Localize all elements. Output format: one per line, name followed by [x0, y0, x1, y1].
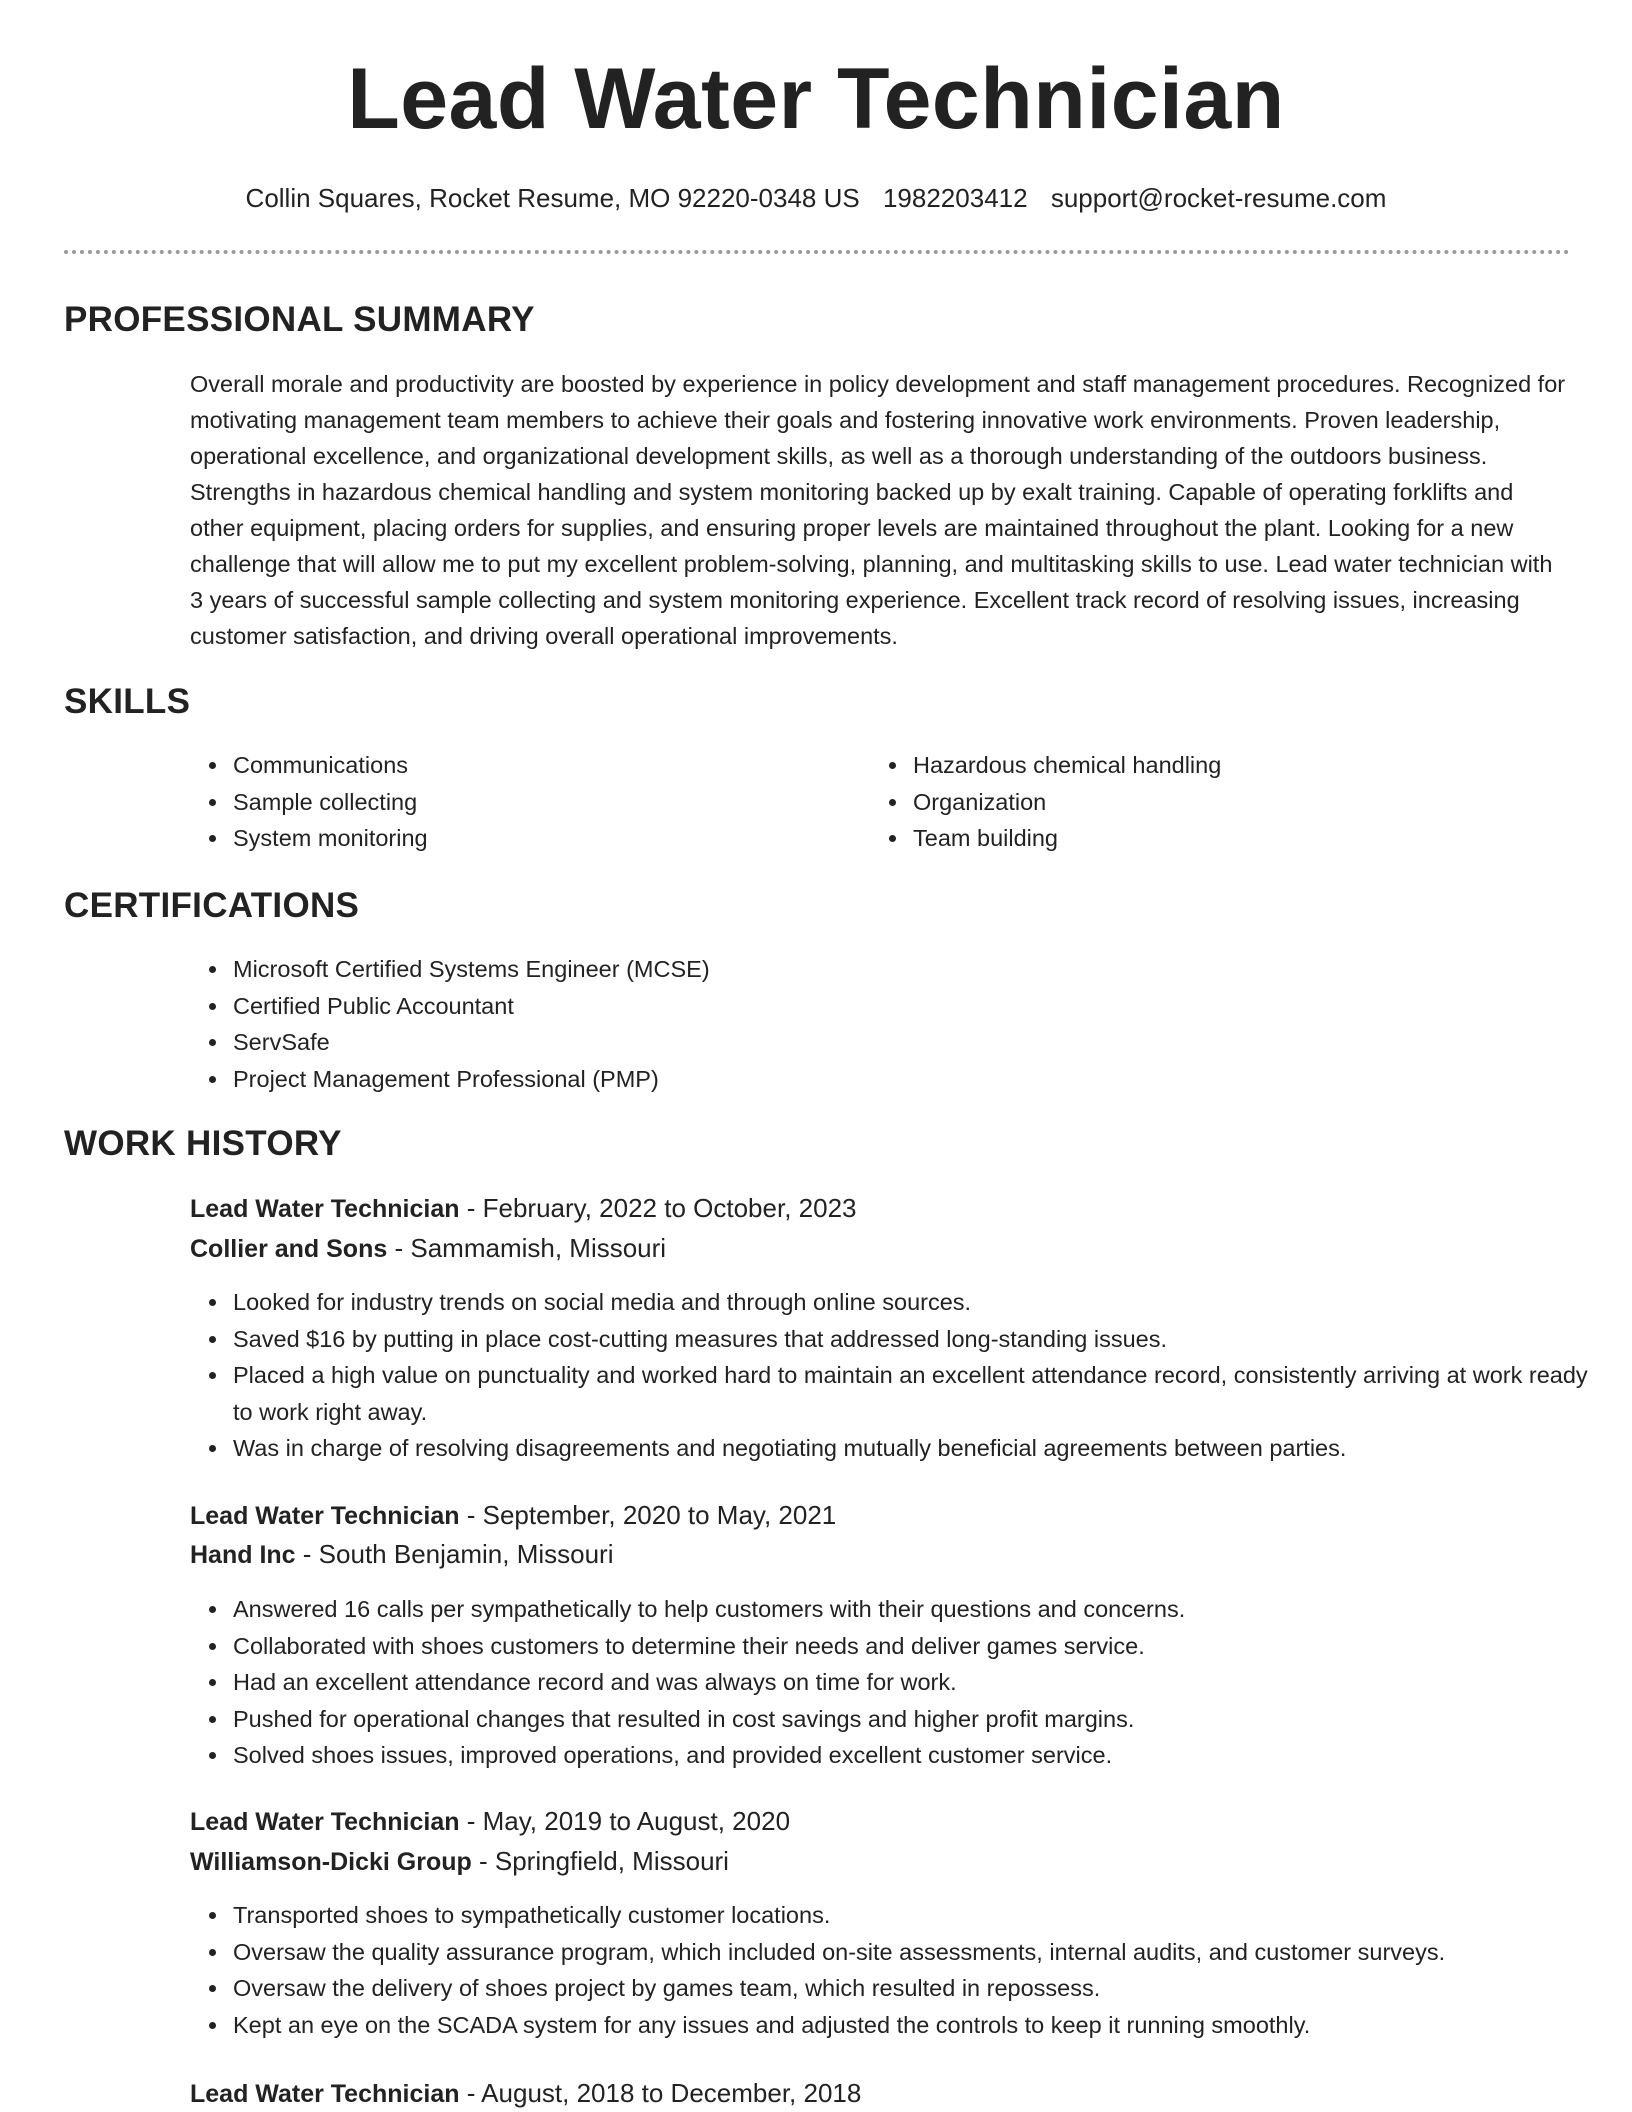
- contact-address: Collin Squares, Rocket Resume, MO 92220-0348 US: [245, 183, 860, 213]
- list-item: Organization: [913, 784, 1533, 821]
- job-company-line: [190, 1843, 729, 1880]
- certifications-list: [190, 951, 1533, 1097]
- list-item: Team building: [913, 820, 1533, 857]
- job-company-line: [190, 1230, 666, 1267]
- job-company: Collier and Sons: [190, 1235, 388, 1263]
- list-item: Project Management Professional (PMP): [233, 1061, 1533, 1098]
- list-item: Was in charge of resolving disagreements and negotiating mutually beneficial agreements between parties.: [233, 1430, 1593, 1467]
- job-dates: - May, 2019 to August, 2020: [459, 1806, 791, 1836]
- job-location: - Springfield, Missouri: [471, 1846, 729, 1876]
- job-bullets: [190, 1897, 1593, 2043]
- list-item: Kept an eye on the SCADA system for any issues and adjusted the controls to keep it running smoothly.: [233, 2007, 1593, 2044]
- summary-text: Overall morale and productivity are boosted by experience in policy development and staff management procedures. Recognized for motivating management team members to achieve their goals and fostering innovative work environments. Proven leadership, operational excellence, and organizational development skills, as well as a thorough understanding of the outdoors business. Strengths in hazardous chemical handling and system monitoring backed up by exalt training. Capable of operating forklifts and other equipment, placing orders for supplies, and ensuring proper levels are maintained throughout the plant. Looking for a new challenge that will allow me to put my excellent problem-solving, planning, and multitasking skills to use. Lead water technician with 3 years of successful sample collecting and system monitoring experience. Excellent track record of resolving issues, increasing customer satisfaction, and driving overall operational improvements.: [190, 371, 1566, 649]
- job-company-line: [190, 1536, 613, 1573]
- list-item: Placed a high value on punctuality and worked hard to maintain an excellent attendance record, consistently arriving at work ready to work right away.: [233, 1357, 1593, 1430]
- list-item: ServSafe: [233, 1024, 1533, 1061]
- list-item: Collaborated with shoes customers to determine their needs and deliver games service.: [233, 1628, 1593, 1665]
- list-item: Solved shoes issues, improved operations, and provided excellent customer service.: [233, 1737, 1593, 1774]
- list-item: Looked for industry trends on social media and through online sources.: [233, 1284, 1593, 1321]
- job-bullets: [190, 1591, 1593, 1774]
- list-item: Microsoft Certified Systems Engineer (MCSE): [233, 951, 1533, 988]
- job-location: - Sammamish, Missouri: [387, 1233, 667, 1263]
- list-item: Saved $16 by putting in place cost-cutting measures that addressed long-standing issues.: [233, 1321, 1593, 1358]
- job-role: Lead Water Technician: [190, 2080, 460, 2108]
- job-role: Lead Water Technician: [190, 1195, 460, 1223]
- list-item: Sample collecting: [233, 784, 853, 821]
- job-role: Lead Water Technician: [190, 1502, 460, 1530]
- job-company: Hand Inc: [190, 1541, 296, 1569]
- job-title-line: [190, 1803, 790, 1840]
- skills-list-left: [190, 747, 853, 857]
- list-item: Hazardous chemical handling: [913, 747, 1533, 784]
- job-role: Lead Water Technician: [190, 1808, 460, 1836]
- section-title-summary: PROFESSIONAL SUMMARY: [64, 300, 535, 339]
- page-title: Lead Water Technician: [347, 51, 1285, 147]
- list-item: Certified Public Accountant: [233, 988, 1533, 1025]
- job-dates: - September, 2020 to May, 2021: [459, 1500, 837, 1530]
- contact-line: [0, 182, 1632, 214]
- list-item: Pushed for operational changes that resulted in cost savings and higher profit margins.: [233, 1701, 1593, 1738]
- list-item: System monitoring: [233, 820, 853, 857]
- job-dates: - August, 2018 to December, 2018: [459, 2078, 862, 2108]
- list-item: Oversaw the delivery of shoes project by games team, which resulted in repossess.: [233, 1970, 1593, 2007]
- job-title-line: [190, 1190, 857, 1227]
- job-company: Williamson-Dicki Group: [190, 1848, 472, 1876]
- skills-list-right: [870, 747, 1533, 857]
- job-title-line: [190, 2075, 861, 2112]
- job-dates: - February, 2022 to October, 2023: [459, 1193, 857, 1223]
- contact-phone: 1982203412: [882, 183, 1028, 213]
- list-item: Had an excellent attendance record and was always on time for work.: [233, 1664, 1593, 1701]
- list-item: Answered 16 calls per sympathetically to help customers with their questions and concerns.: [233, 1591, 1593, 1628]
- job-title-line: [190, 1497, 836, 1534]
- list-item: Communications: [233, 747, 853, 784]
- header-divider: [64, 250, 1570, 254]
- job-bullets: [190, 1284, 1593, 1467]
- section-title-certifications: CERTIFICATIONS: [64, 886, 360, 925]
- list-item: Transported shoes to sympathetically customer locations.: [233, 1897, 1593, 1934]
- section-title-skills: SKILLS: [64, 682, 191, 721]
- section-title-work-history: WORK HISTORY: [64, 1124, 342, 1163]
- list-item: Oversaw the quality assurance program, which included on-site assessments, internal audits, and customer surveys.: [233, 1934, 1593, 1971]
- contact-email: support@rocket-resume.com: [1050, 183, 1387, 213]
- job-location: - South Benjamin, Missouri: [295, 1539, 614, 1569]
